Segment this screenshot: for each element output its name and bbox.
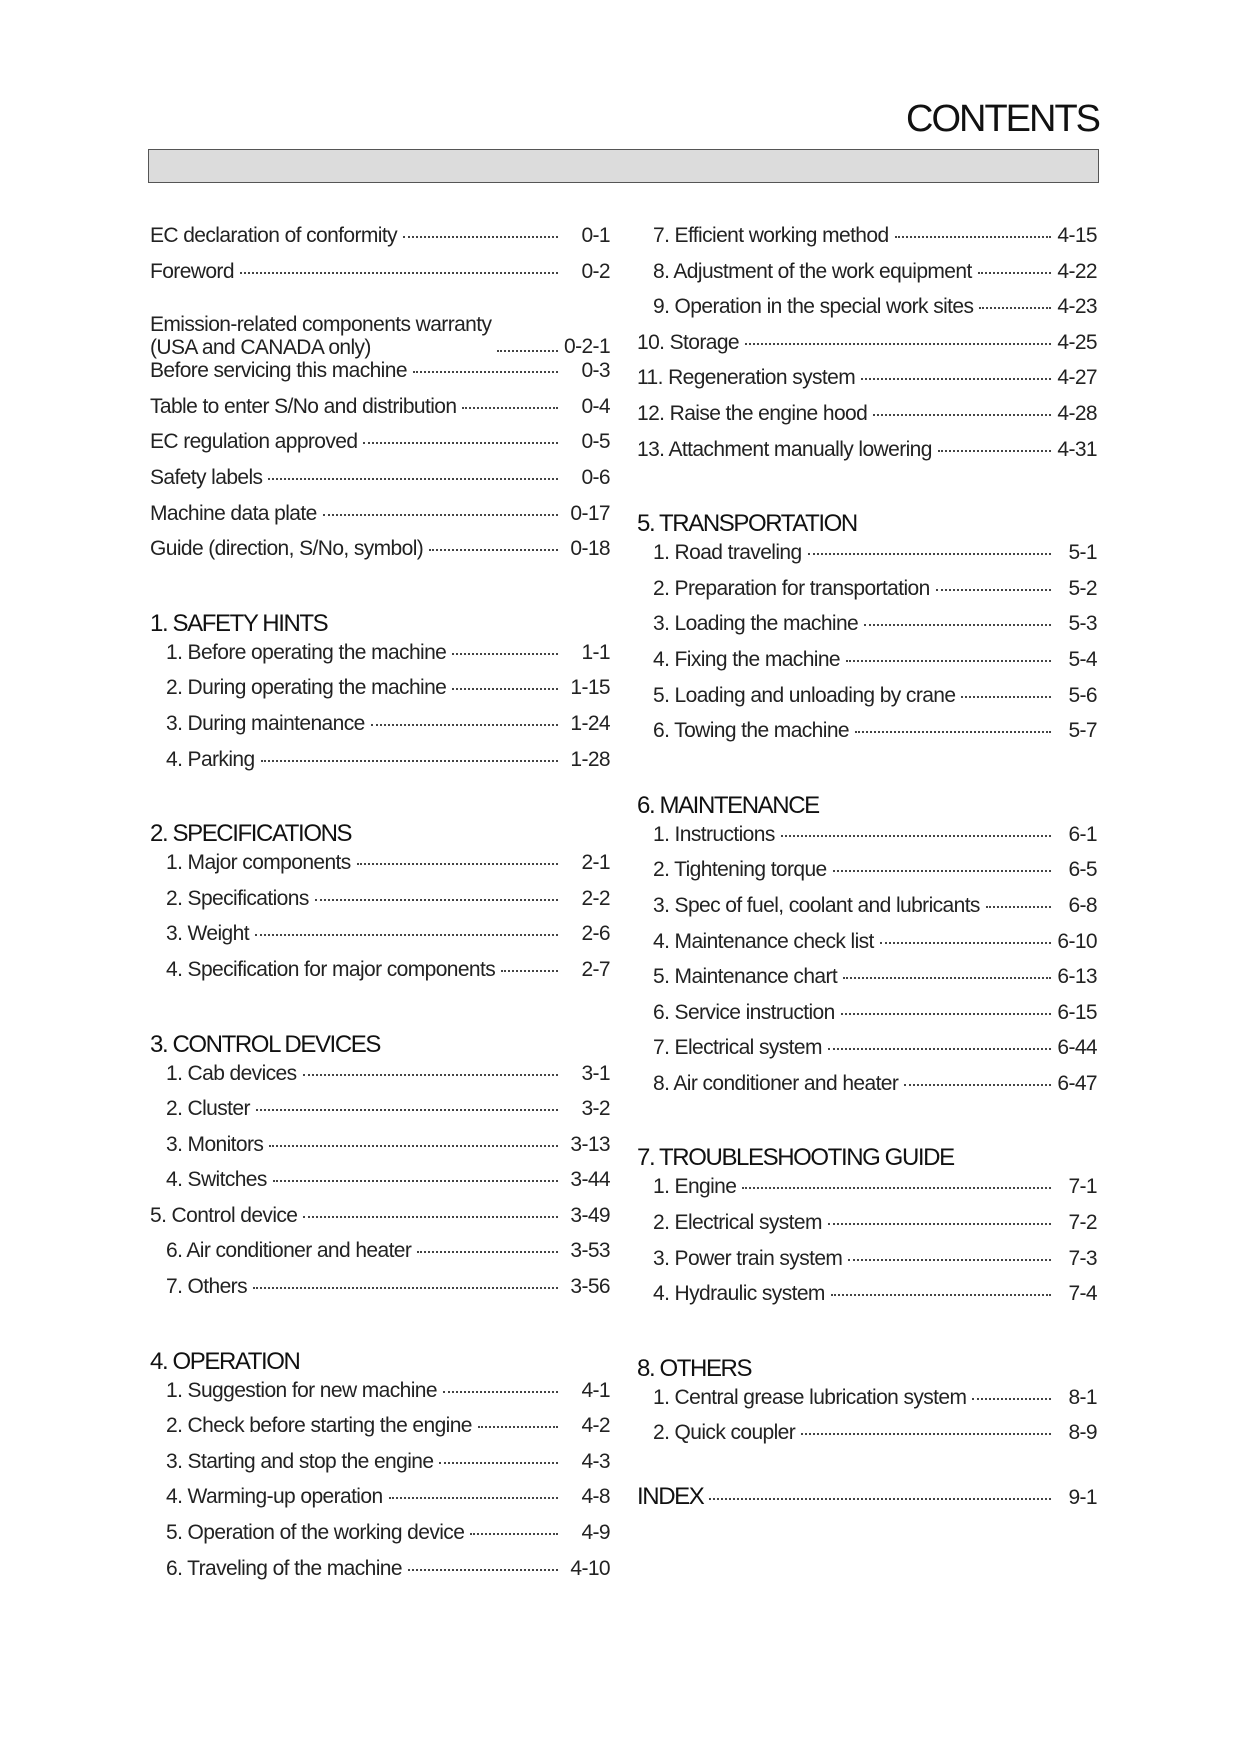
toc-entry-page: 4-3 xyxy=(581,1449,610,1473)
toc-entry-label: 4. Warming-up operation xyxy=(166,1485,383,1509)
toc-entry-label: 8. Air conditioner and heater xyxy=(653,1071,899,1095)
toc-entry-label: Table to enter S/No and distribution xyxy=(150,394,457,418)
toc-entry-page: 6-8 xyxy=(1068,893,1097,917)
section-heading[interactable]: 7. TROUBLESHOOTING GUIDE xyxy=(637,1144,954,1172)
toc-entry-label: 8. Adjustment of the work equipment xyxy=(653,259,972,283)
toc-entry[interactable] xyxy=(637,1175,1097,1211)
dot-leader xyxy=(478,1426,558,1428)
toc-entry-label: 4. Specification for major components xyxy=(166,957,496,981)
toc-entry-page: 8-1 xyxy=(1068,1385,1097,1409)
toc-entry[interactable] xyxy=(150,1485,610,1521)
dot-leader xyxy=(269,1145,558,1147)
toc-entry-page: 1-28 xyxy=(570,747,610,771)
section-heading[interactable]: 8. OTHERS xyxy=(637,1354,752,1382)
dot-leader xyxy=(781,835,1051,837)
toc-entry-page: 4-22 xyxy=(1057,259,1097,283)
toc-entry-page: 3-53 xyxy=(570,1239,610,1263)
dot-leader xyxy=(256,1109,558,1111)
dot-leader xyxy=(429,549,558,551)
front-matter-entry[interactable] xyxy=(150,224,610,260)
toc-entry-label: EC regulation approved xyxy=(150,430,358,454)
toc-entry-label: 4. Maintenance check list xyxy=(653,929,874,953)
toc-entry-label: Machine data plate xyxy=(150,501,317,525)
toc-entry-page: 2-6 xyxy=(581,922,610,946)
front-matter-entry[interactable] xyxy=(150,395,610,431)
dot-leader xyxy=(828,1048,1051,1050)
toc-entry[interactable] xyxy=(150,641,610,677)
toc-entry[interactable] xyxy=(150,1133,610,1169)
dot-leader xyxy=(972,1398,1051,1400)
toc-entry-page: 0-2 xyxy=(581,259,610,283)
toc-entry[interactable] xyxy=(637,894,1097,930)
dot-leader xyxy=(497,350,558,352)
toc-entry[interactable] xyxy=(637,684,1097,720)
toc-entry-label: 11. Regeneration system xyxy=(637,366,856,390)
toc-entry[interactable] xyxy=(637,1211,1097,1247)
dot-leader xyxy=(938,450,1051,452)
toc-entry-page: 3-49 xyxy=(570,1203,610,1227)
toc-entry[interactable] xyxy=(637,260,1097,296)
toc-entry[interactable] xyxy=(150,1557,610,1593)
toc-entry[interactable] xyxy=(150,1239,610,1275)
dot-leader xyxy=(255,934,558,936)
dot-leader xyxy=(403,236,558,238)
toc-entry-label: 5. Maintenance chart xyxy=(653,965,838,989)
dot-leader xyxy=(833,870,1051,872)
toc-entry-page: 0-17 xyxy=(570,501,610,525)
toc-entry[interactable] xyxy=(637,331,1097,367)
dot-leader xyxy=(357,863,558,865)
dot-leader xyxy=(936,589,1051,591)
dot-leader xyxy=(961,696,1051,698)
toc-entry-label: 1. Cab devices xyxy=(166,1061,297,1085)
toc-entry-page: 0-5 xyxy=(581,430,610,454)
toc-entry-page: 6-10 xyxy=(1057,929,1097,953)
toc-entry-page: 9-1 xyxy=(1068,1486,1097,1510)
toc-entry[interactable] xyxy=(150,851,610,887)
toc-entry-label: 2. During operating the machine xyxy=(166,676,447,700)
toc-entry-page: 0-1 xyxy=(581,224,610,247)
toc-entry-page: 5-6 xyxy=(1068,683,1097,707)
toc-entry-label: 6. Service instruction xyxy=(653,1000,835,1024)
toc-entry[interactable] xyxy=(637,612,1097,648)
toc-entry-page: 4-28 xyxy=(1057,401,1097,425)
toc-entry[interactable] xyxy=(150,922,610,958)
toc-entry-page: 3-1 xyxy=(581,1061,610,1085)
front-matter-entry[interactable] xyxy=(150,430,610,466)
dot-leader xyxy=(439,1462,558,1464)
dot-leader xyxy=(979,307,1051,309)
dot-leader xyxy=(848,1259,1051,1261)
toc-entry-page: 5-3 xyxy=(1068,612,1097,636)
dot-leader xyxy=(389,1497,558,1499)
toc-entry-page: 0-6 xyxy=(581,465,610,489)
toc-entry-label: INDEX xyxy=(637,1483,704,1511)
dot-leader xyxy=(253,1287,558,1289)
toc-entry-label: 5. Operation of the working device xyxy=(166,1521,465,1545)
toc-entry[interactable] xyxy=(150,1414,610,1450)
front-matter-entry[interactable] xyxy=(150,295,610,359)
toc-entry[interactable] xyxy=(637,541,1097,577)
toc-entry-page: 4-31 xyxy=(1057,437,1097,461)
toc-entry-page: 3-2 xyxy=(581,1097,610,1121)
toc-entry-label: 1. Road traveling xyxy=(653,541,802,565)
toc-entry-page: 4-15 xyxy=(1057,224,1097,247)
toc-entry-label: 1. Before operating the machine xyxy=(166,640,447,664)
section-heading[interactable]: 2. SPECIFICATIONS xyxy=(150,820,352,848)
toc-entry-page: 0-4 xyxy=(581,394,610,418)
toc-entry-label: 5. Loading and unloading by crane xyxy=(653,683,956,707)
toc-entry-label: 2. Cluster xyxy=(166,1097,250,1121)
dot-leader xyxy=(904,1084,1051,1086)
front-matter-entry[interactable] xyxy=(150,502,610,538)
toc-entry-page: 4-9 xyxy=(581,1521,610,1545)
toc-entry[interactable] xyxy=(150,1204,610,1240)
toc-entry-label: Safety labels xyxy=(150,465,263,489)
toc-entry-page: 0-3 xyxy=(581,359,610,383)
front-matter-entry[interactable] xyxy=(150,537,610,573)
dot-leader xyxy=(303,1216,558,1218)
toc-entry-page: 0-2-1 xyxy=(564,335,611,359)
toc-entry-label: 4. Fixing the machine xyxy=(653,647,841,671)
dot-leader xyxy=(261,760,558,762)
toc-entry-label: 3. Weight xyxy=(166,922,249,946)
toc-entry-page: 4-8 xyxy=(581,1485,610,1509)
dot-leader xyxy=(861,378,1051,380)
toc-entry-label: 7. Efficient working method xyxy=(653,224,889,247)
toc-entry-label: 7. Electrical system xyxy=(653,1036,822,1060)
toc-entry[interactable] xyxy=(150,887,610,923)
toc-entry-label: 2. Quick coupler xyxy=(653,1421,796,1445)
toc-entry-page: 5-1 xyxy=(1068,541,1097,565)
toc-entry-page: 7-2 xyxy=(1068,1211,1097,1235)
toc-entry-label: 1. Engine xyxy=(653,1175,737,1199)
toc-entry-page: 4-23 xyxy=(1057,295,1097,319)
toc-entry-page: 6-13 xyxy=(1057,965,1097,989)
toc-entry-page: 1-24 xyxy=(570,711,610,735)
toc-entry-page: 3-44 xyxy=(570,1168,610,1192)
toc-entry[interactable] xyxy=(150,1062,610,1098)
toc-entry-page: 1-15 xyxy=(570,676,610,700)
toc-entry-page: 1-1 xyxy=(581,640,610,664)
toc-entry-label: 7. Others xyxy=(166,1275,247,1299)
toc-entry-label: 3. Loading the machine xyxy=(653,612,859,636)
toc-entry-label: 3. Power train system xyxy=(653,1246,843,1270)
title-bar xyxy=(148,149,1099,183)
toc-entry-page: 5-2 xyxy=(1068,576,1097,600)
toc-entry[interactable] xyxy=(150,712,610,748)
dot-leader xyxy=(363,442,558,444)
toc-entry-page: 6-1 xyxy=(1068,822,1097,846)
toc-entry-label: 2. Specifications xyxy=(166,886,309,910)
dot-leader xyxy=(742,1187,1051,1189)
toc-entry-page: 6-44 xyxy=(1057,1036,1097,1060)
dot-leader xyxy=(315,899,558,901)
section-heading[interactable]: 6. MAINTENANCE xyxy=(637,791,819,819)
toc-entry[interactable] xyxy=(637,1247,1097,1283)
dot-leader xyxy=(864,624,1051,626)
toc-entry-label: Foreword xyxy=(150,259,234,283)
section-heading[interactable]: 5. TRANSPORTATION xyxy=(637,510,857,538)
dot-leader xyxy=(808,553,1051,555)
toc-entry-page: 6-47 xyxy=(1057,1071,1097,1095)
dot-leader xyxy=(413,371,558,373)
toc-entry[interactable] xyxy=(150,1379,610,1415)
toc-entry[interactable] xyxy=(637,224,1097,260)
dot-leader xyxy=(452,688,558,690)
toc-entry-page: 2-2 xyxy=(581,886,610,910)
toc-entry-label: 10. Storage xyxy=(637,330,739,354)
toc-entry[interactable] xyxy=(150,1521,610,1557)
toc-entry-label: 4. Hydraulic system xyxy=(653,1282,825,1306)
toc-entry-label: 12. Raise the engine hood xyxy=(637,401,868,425)
toc-entry[interactable] xyxy=(637,719,1097,755)
dot-leader xyxy=(895,236,1051,238)
section-heading[interactable]: 4. OPERATION xyxy=(150,1347,300,1375)
toc-entry[interactable] xyxy=(637,1421,1097,1457)
toc-entry-label: 2. Tightening torque xyxy=(653,858,827,882)
toc-entry-label: 6. Traveling of the machine xyxy=(166,1556,402,1580)
toc-entry[interactable] xyxy=(150,1168,610,1204)
toc-entry-page: 4-10 xyxy=(570,1556,610,1580)
front-matter-entry[interactable] xyxy=(150,260,610,296)
toc-entry[interactable] xyxy=(637,1386,1097,1422)
dot-leader xyxy=(417,1251,558,1253)
toc-entry[interactable] xyxy=(637,858,1097,894)
toc-entry-page: 4-27 xyxy=(1057,366,1097,390)
toc-entry-page: 2-1 xyxy=(581,851,610,875)
toc-entry-page: 5-4 xyxy=(1068,647,1097,671)
toc-entry[interactable] xyxy=(637,1072,1097,1108)
dot-leader xyxy=(501,970,558,972)
toc-right-column xyxy=(637,224,1097,1519)
page-title: CONTENTS xyxy=(906,98,1099,140)
toc-entry-label: 1. Major components xyxy=(166,851,351,875)
toc-entry[interactable] xyxy=(150,1450,610,1486)
dot-leader xyxy=(855,731,1051,733)
toc-entry-label: 2. Check before starting the engine xyxy=(166,1414,472,1438)
toc-entry-label: 3. During maintenance xyxy=(166,711,365,735)
section-heading[interactable]: 1. SAFETY HINTS xyxy=(150,609,328,637)
dot-leader xyxy=(268,478,558,480)
dot-leader xyxy=(846,660,1051,662)
toc-entry[interactable] xyxy=(637,438,1097,474)
toc-entry-label: 3. Starting and stop the engine xyxy=(166,1449,434,1473)
toc-entry-page: 5-7 xyxy=(1068,719,1097,743)
toc-entry[interactable] xyxy=(637,295,1097,331)
dot-leader xyxy=(831,1294,1051,1296)
dot-leader xyxy=(986,906,1051,908)
toc-entry[interactable] xyxy=(150,1275,610,1311)
toc-entry[interactable] xyxy=(150,1097,610,1133)
dot-leader xyxy=(273,1180,558,1182)
dot-leader xyxy=(841,1013,1051,1015)
toc-entry-label: 1. Central grease lubrication system xyxy=(653,1385,967,1409)
toc-entry-page: 4-25 xyxy=(1057,330,1097,354)
dot-leader xyxy=(371,724,558,726)
dot-leader xyxy=(408,1569,558,1571)
toc-entry-page: 4-1 xyxy=(581,1378,610,1402)
toc-entry[interactable] xyxy=(150,748,610,784)
toc-entry[interactable] xyxy=(637,1036,1097,1072)
toc-entry[interactable] xyxy=(637,648,1097,684)
toc-entry[interactable] xyxy=(637,1001,1097,1037)
toc-entry-label: 13. Attachment manually lowering xyxy=(637,437,932,461)
dot-leader xyxy=(880,942,1051,944)
toc-entry-label: 3. Monitors xyxy=(166,1132,264,1156)
front-matter-entry[interactable] xyxy=(150,466,610,502)
toc-entry[interactable] xyxy=(637,1282,1097,1318)
dot-leader xyxy=(443,1391,558,1393)
toc-entry[interactable] xyxy=(150,958,610,994)
toc-left-column xyxy=(150,224,610,1592)
toc-entry-page: 3-13 xyxy=(570,1132,610,1156)
dot-leader xyxy=(828,1223,1051,1225)
dot-leader xyxy=(873,414,1051,416)
toc-entry-page: 6-5 xyxy=(1068,858,1097,882)
toc-entry-label: Guide (direction, S/No, symbol) xyxy=(150,537,424,561)
toc-entry-page: 0-18 xyxy=(570,537,610,561)
toc-entry[interactable] xyxy=(637,577,1097,613)
toc-entry-page: 7-1 xyxy=(1068,1175,1097,1199)
dot-leader xyxy=(470,1533,558,1535)
toc-entry-page: 8-9 xyxy=(1068,1421,1097,1445)
front-matter-entry[interactable] xyxy=(150,359,610,395)
toc-entry[interactable] xyxy=(637,366,1097,402)
toc-entry-label: 4. Parking xyxy=(166,747,255,771)
index-entry[interactable] xyxy=(637,1483,1097,1519)
toc-entry[interactable] xyxy=(637,930,1097,966)
toc-entry-label: 6. Air conditioner and heater xyxy=(166,1239,412,1263)
dot-leader xyxy=(462,407,558,409)
toc-entry-label: 2. Preparation for transportation xyxy=(653,576,930,600)
toc-entry-label: EC declaration of conformity xyxy=(150,224,397,247)
dot-leader xyxy=(745,343,1051,345)
toc-entry[interactable] xyxy=(637,402,1097,438)
toc-entry-label: 2. Electrical system xyxy=(653,1211,822,1235)
toc-entry-label: Before servicing this machine xyxy=(150,359,407,383)
toc-entry-page: 7-4 xyxy=(1068,1282,1097,1306)
toc-entry-label: 1. Suggestion for new machine xyxy=(166,1378,437,1402)
toc-entry[interactable] xyxy=(150,676,610,712)
dot-leader xyxy=(323,514,558,516)
dot-leader xyxy=(452,653,558,655)
dot-leader xyxy=(303,1074,558,1076)
toc-entry-label: 9. Operation in the special work sites xyxy=(653,295,974,319)
toc-entry-label: 5. Control device xyxy=(150,1203,298,1227)
toc-entry-page: 6-15 xyxy=(1057,1000,1097,1024)
toc-entry[interactable] xyxy=(637,823,1097,859)
section-heading[interactable]: 3. CONTROL DEVICES xyxy=(150,1030,380,1058)
toc-entry-page: 4-2 xyxy=(581,1414,610,1438)
toc-entry-label: Emission-related components warranty (USA and CANADA only) xyxy=(150,313,492,360)
toc-entry-label: 1. Instructions xyxy=(653,822,775,846)
dot-leader xyxy=(978,272,1051,274)
dot-leader xyxy=(240,272,558,274)
toc-entry[interactable] xyxy=(637,965,1097,1001)
dot-leader xyxy=(843,977,1051,979)
dot-leader xyxy=(801,1433,1051,1435)
toc-entry-label: 4. Switches xyxy=(166,1168,267,1192)
toc-entry-label: 6. Towing the machine xyxy=(653,719,849,743)
toc-entry-page: 3-56 xyxy=(570,1275,610,1299)
toc-entry-label: 3. Spec of fuel, coolant and lubricants xyxy=(653,893,980,917)
toc-entry-page: 7-3 xyxy=(1068,1246,1097,1270)
toc-entry-page: 2-7 xyxy=(581,957,610,981)
dot-leader xyxy=(709,1498,1051,1500)
